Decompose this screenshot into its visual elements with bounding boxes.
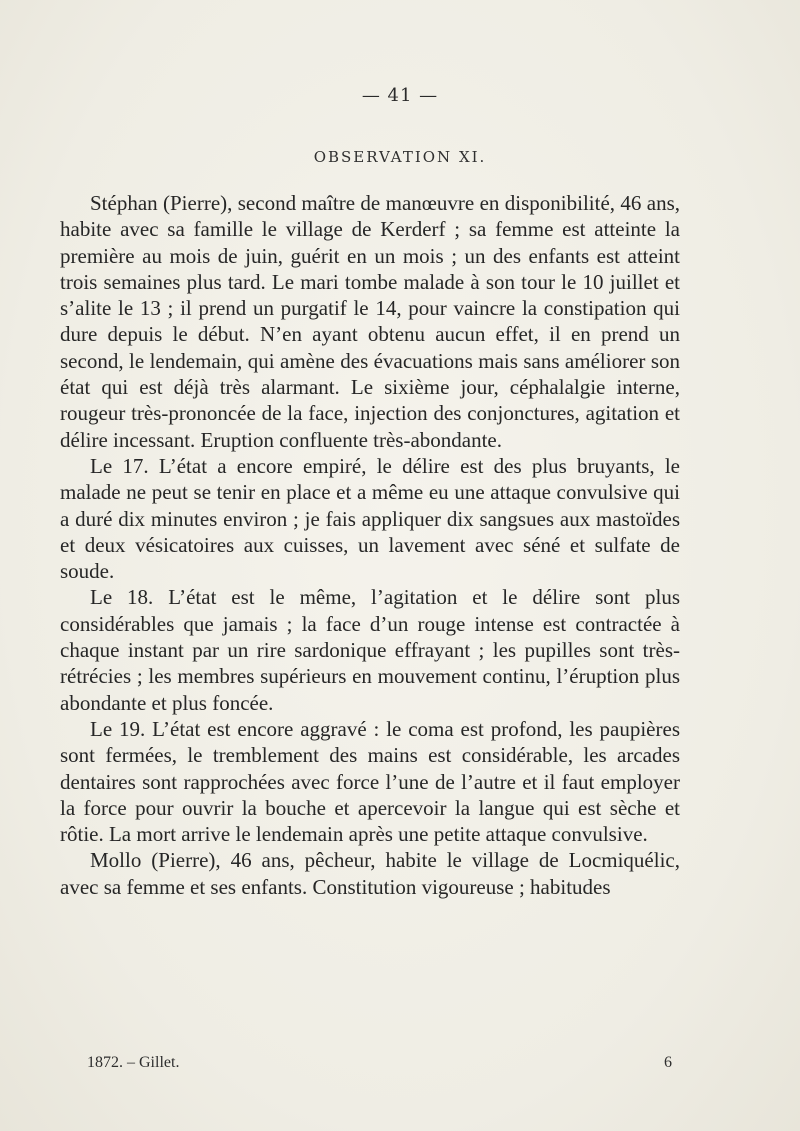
paragraph-day-17: Le 17. L’état a encore empiré, le délire est des plus bruyants, le malade ne peut se tenir en place et a même eu une attaque convulsive qui a duré dix minutes environ ; je fais appliquer dix sangsues aux mastoïdes et deux vésicatoires aux cuisses, un lavement avec séné et sulfate de soude. [60,453,680,584]
paragraph-mollo: Mollo (Pierre), 46 ans, pêcheur, habite le village de Locmiquélic, avec sa femme et ses enfants. Constitution vigoureuse ; habitudes [60,848,680,899]
page-number: — 41 — [361,85,439,106]
paragraph-stephan: Stéphan (Pierre), second maître de manœuvre en disponibilité, 46 ans, habite avec sa famille le village de Kerderf ; sa femme est atteinte la première au mois de juin, guérit en un mois ; un des enfants est atteint trois semaines plus tard. Le mari tombe malade à son tour le 10 juillet et s’alite le 13 ; il prend un purgatif le 14, pour vaincre la constipation qui dure depuis le début. N’en ayant obtenu aucun effet, il en prend un second, le lendemain, qui amène des évacuations mais sans améliorer son état qui est déjà très alarmant. Le sixième jour, céphalalgie interne, rougeur très-prononcée de la face, injection des conjonctures, agitation et délire incessant. Eruption confluente très-abondante. [60,191,680,452]
footer-signature: 1872. – Gillet. [87,1054,180,1071]
observation-title: OBSERVATION XI. [313,148,487,166]
footer-sheet-number: 6 [664,1054,672,1071]
paragraph-day-19: Le 19. L’état est encore aggravé : le coma est profond, les paupières sont fermées, le tremblement des mains est considérable, les arcades dentaires sont rapprochées avec force l’une de l’autre et il faut employer la force pour ouvrir la bouche et apercevoir la langue qui est sèche et rôtie. La mort arrive le lendemain après une petite attaque convulsive. [60,716,680,847]
paragraph-day-18: Le 18. L’état est le même, l’agitation et le délire sont plus considérables que jamais ; la face d’un rouge intense est contractée à chaque instant par un rire sardonique effrayant ; les pupilles sont très-rétrécies ; les membres supérieurs en mouvement continu, l’éruption plus abondante et plus foncée. [60,585,680,715]
body-text [60,190,680,900]
